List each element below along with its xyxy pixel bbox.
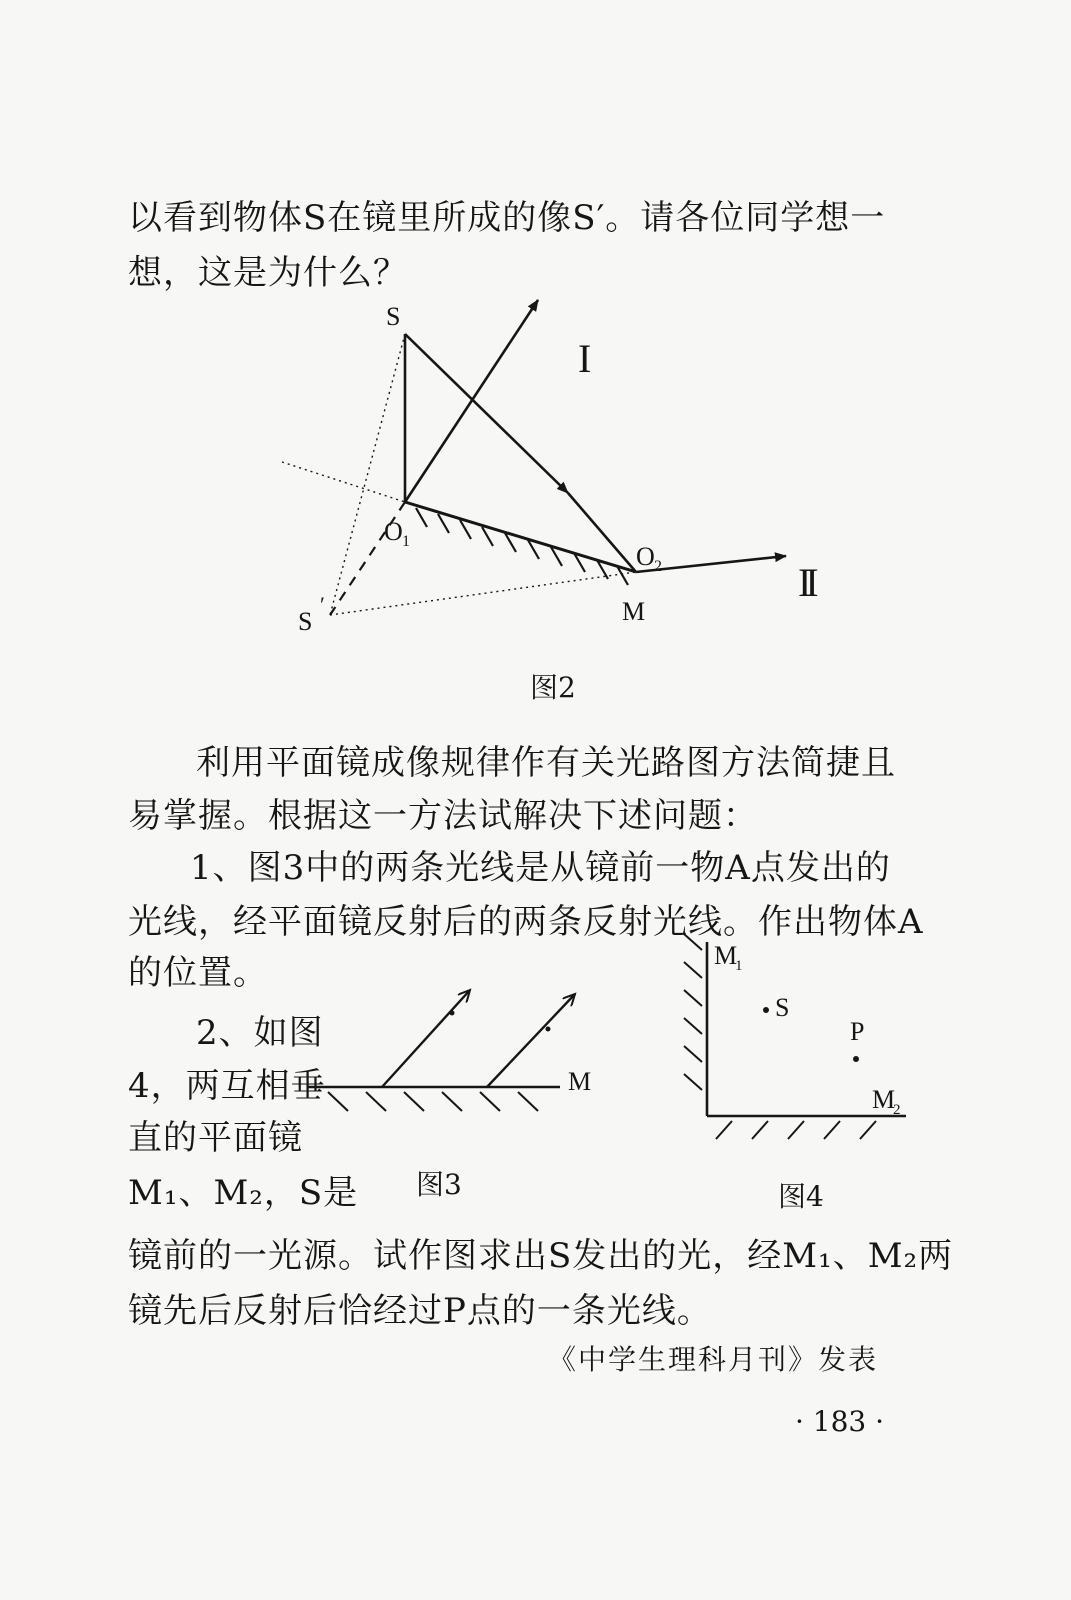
label-ray-I: I [578,336,592,381]
text-line: 2、如图 [196,1013,324,1053]
text-line: 镜前的一光源。试作图求出S发出的光，经M₁、M₂两 [128,1236,954,1276]
text-line: 光线，经平面镜反射后的两条反射光线。作出物体A [128,902,924,942]
text-line: 利用平面镜成像规律作有关光路图方法简捷且 [196,743,896,783]
figure-2 [0,290,1071,690]
label-M: M [568,1067,592,1096]
label-M: M [622,597,646,626]
text-line: 1、图3中的两条光线是从镜前一物A点发出的 [190,848,891,888]
label-P: P [850,1017,865,1046]
label-S: S [775,993,790,1022]
label-M2: M [872,1085,896,1114]
mirror-line [405,502,636,572]
mirror-hatching [416,508,628,585]
label-O1: O [384,517,403,546]
text-line: 想，这是为什么？ [128,253,408,293]
mirror-M2-hatching [716,1121,876,1139]
point-P [853,1056,859,1062]
figure-4 [0,935,1071,1155]
text-line: 以看到物体S在镜里所成的像S′。请各位同学想一 [128,198,886,238]
text-line: 镜先后反射后恰经过P点的一条光线。 [128,1291,712,1331]
mirror-M1-hatching [684,934,702,1090]
text-line: 直的平面镜 [128,1118,303,1158]
figure-3-caption: 图3 [416,1168,462,1201]
reflected-ray-I [405,300,538,502]
incident-ray-diagonal [405,334,568,493]
label-ray-II: II [798,560,813,605]
label-M1-sub: 1 [735,958,743,974]
label-O1-sub: 1 [402,533,410,550]
text-line: M₁、M₂，S是 [128,1173,359,1213]
source-note: 《中学生理科月刊》发表 [548,1343,879,1376]
label-M2-sub: 2 [893,1102,901,1118]
label-O2-sub: 2 [654,558,662,575]
point-S [763,1007,769,1013]
text-line: 4，两互相垂 [128,1066,326,1106]
figure-2-caption: 图2 [530,671,576,704]
label-O2: O [636,542,655,571]
text-line: 的位置。 [128,953,268,993]
text-line: 易掌握。根据这一方法试解决下述问题： [128,796,758,836]
figure-4-caption: 图4 [778,1180,824,1213]
label-S: S [386,302,401,331]
label-S-prime-mark: ′ [320,592,325,617]
label-M1: M [714,941,738,970]
page-number: · 183 · [795,1405,885,1438]
label-S-prime: S [298,607,313,636]
